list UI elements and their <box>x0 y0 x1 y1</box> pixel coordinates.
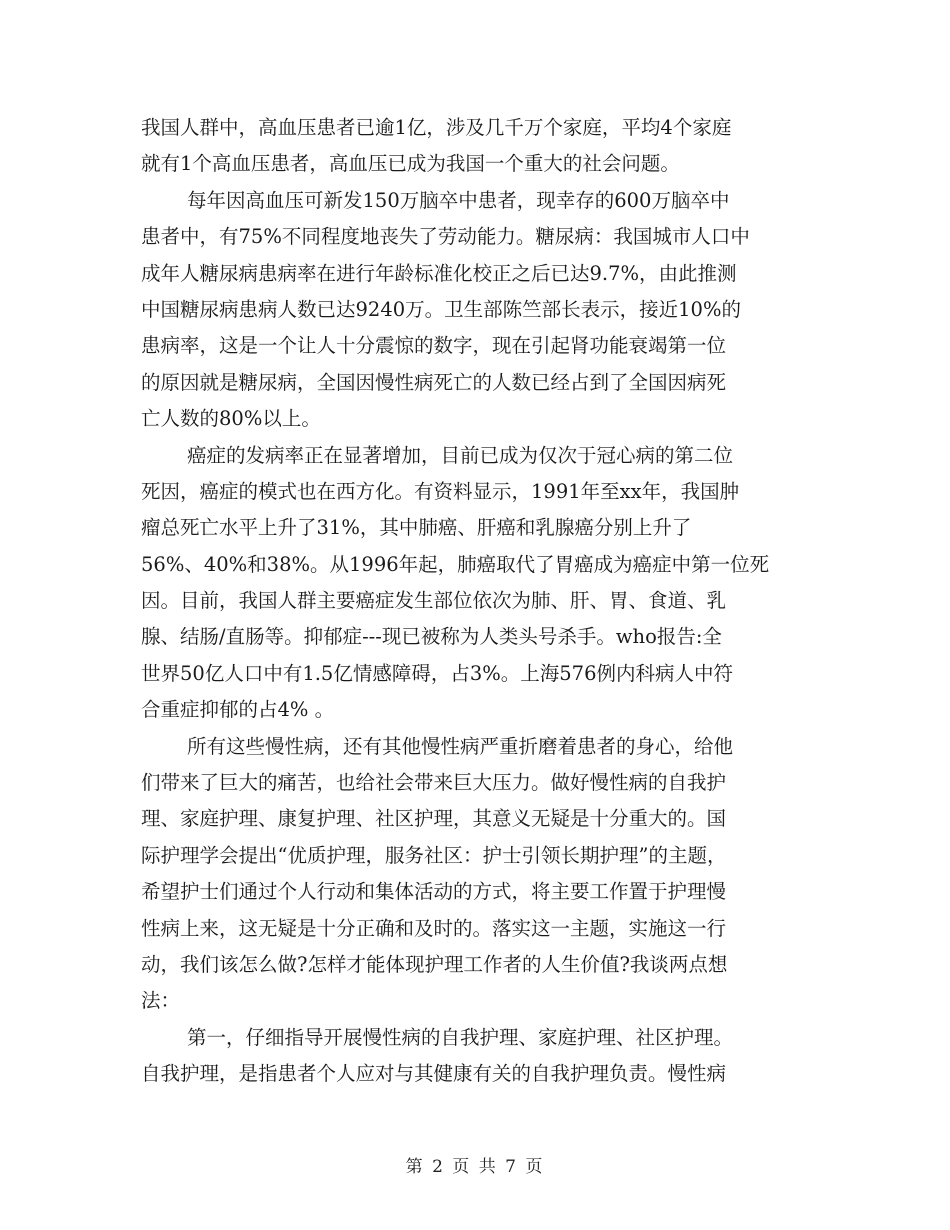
text-line: 第一，仔细指导开展慢性病的自我护理、家庭护理、社区护理。 <box>187 1025 734 1049</box>
text-line: 亡人数的80%以上。 <box>141 407 321 431</box>
text-line: 希望护士们通过个人行动和集体活动的方式，将主要工作置于护理慢 <box>141 880 727 904</box>
text-line: 腺、结肠/直肠等。抑郁症---现已被称为人类头号杀手。who报告:全 <box>141 625 722 649</box>
text-line: 56%、40%和38%。从1996年起，肺癌取代了胃癌成为癌症中第一位死 <box>141 552 770 576</box>
paragraph-cancer <box>141 438 811 729</box>
text-line: 们带来了巨大的痛苦，也给社会带来巨大压力。做好慢性病的自我护 <box>141 771 727 795</box>
text-line: 患病率，这是一个让人十分震惊的数字，现在引起肾功能衰竭第一位 <box>141 334 727 358</box>
text-line: 中国糖尿病患病人数已达9240万。卫生部陈竺部长表示，接近10%的 <box>141 297 741 321</box>
text-line: 性病上来，这无疑是十分正确和及时的。落实这一主题，实施这一行 <box>141 916 727 940</box>
text-line: 动，我们该怎么做?怎样才能体现护理工作者的人生价值?我谈两点想 <box>141 952 728 976</box>
page-number-footer: 第 2 页 共 7 页 <box>405 1157 545 1177</box>
text-line: 每年因高血压可新发150万脑卒中患者，现幸存的600万脑卒中 <box>187 188 730 212</box>
paragraph-hypertension <box>141 110 811 183</box>
text-line: 世界50亿人口中有1.5亿情感障碍，占3%。上海576例内科病人中符 <box>141 661 733 685</box>
text-line: 癌症的发病率正在显著增加，目前已成为仅次于冠心病的第二位 <box>187 443 734 467</box>
text-line: 理、家庭护理、康复护理、社区护理，其意义无疑是十分重大的。国 <box>141 807 727 831</box>
text-line: 瘤总死亡水平上升了31%，其中肺癌、肝癌和乳腺癌分别上升了 <box>141 516 692 540</box>
document-body <box>141 110 811 1093</box>
text-line: 际护理学会提出“优质护理，服务社区：护士引领长期护理”的主题， <box>141 843 727 867</box>
text-line: 法： <box>141 989 181 1013</box>
text-line: 就有1个高血压患者，高血压已成为我国一个重大的社会问题。 <box>141 152 680 176</box>
text-line: 成年人糖尿病患病率在进行年龄标准化校正之后已达9.7%，由此推测 <box>141 261 737 285</box>
text-line: 因。目前，我国人群主要癌症发生部位依次为肺、肝、胃、食道、乳 <box>141 589 727 613</box>
paragraph-nursing <box>141 729 811 1020</box>
text-line: 合重症抑郁的占4% 。 <box>141 698 335 722</box>
text-line: 的原因就是糖尿病，全国因慢性病死亡的人数已经占到了全国因病死 <box>141 370 727 394</box>
text-line: 所有这些慢性病，还有其他慢性病严重折磨着患者的身心，给他 <box>187 734 734 758</box>
paragraph-self-care <box>141 1020 811 1093</box>
paragraph-diabetes <box>141 183 811 438</box>
text-line: 我国人群中，高血压患者已逾1亿，涉及几千万个家庭，平均4个家庭 <box>141 116 732 139</box>
text-line: 死因，癌症的模式也在西方化。有资料显示，1991年至xx年，我国肿 <box>141 479 740 503</box>
text-line: 患者中，有75%不同程度地丧失了劳动能力。糖尿病：我国城市人口中 <box>141 225 750 249</box>
text-line: 自我护理，是指患者个人应对与其健康有关的自我护理负责。慢性病 <box>141 1062 727 1086</box>
